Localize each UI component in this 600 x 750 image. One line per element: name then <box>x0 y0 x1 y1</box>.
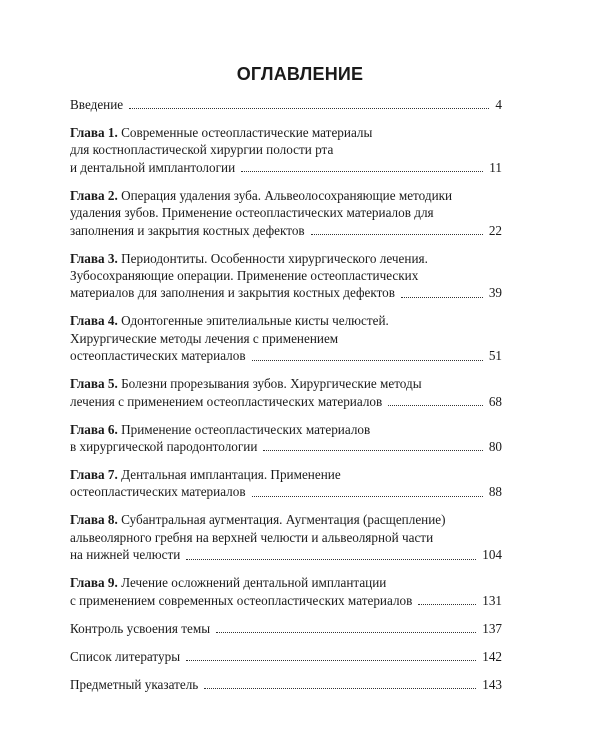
entry-title-line: остеопластических материалов <box>70 348 246 364</box>
toc-entry[interactable] <box>70 375 502 410</box>
chapter-label: Глава 6. <box>70 421 118 437</box>
entry-title-line: с применением современных остеопластических материалов <box>70 592 413 608</box>
toc-entry[interactable] <box>70 574 502 609</box>
entry-title-line: альвеолярного гребня на верхней челюсти и альвеолярной части <box>70 529 434 545</box>
toc-entry[interactable] <box>70 511 502 563</box>
page-number: 143 <box>482 676 502 692</box>
entry-title-line: для костнопластической хирургии полости рта <box>70 142 334 158</box>
page-number: 131 <box>482 592 502 608</box>
dot-leader <box>204 687 476 689</box>
toc-entry[interactable] <box>70 250 502 302</box>
page-number: 68 <box>488 393 502 409</box>
entry-title-line: остеопластических материалов <box>70 484 246 500</box>
dot-leader <box>263 449 482 451</box>
entry-title-line: удаления зубов. Применение остеопластических материалов для <box>70 205 434 221</box>
entry-title-line: и дентальной имплантологии <box>70 159 236 175</box>
page-number: 88 <box>488 484 502 500</box>
dot-leader <box>216 631 476 633</box>
entry-title-line: Лечение осложнений дентальной имплантации <box>121 575 387 591</box>
entry-title-line: Зубосохраняющие операции. Применение остеопластических <box>70 268 419 284</box>
chapter-label: Глава 2. <box>70 187 118 203</box>
entry-title-line: Операция удаления зуба. Альвеолосохраняющие методики <box>121 187 453 203</box>
table-of-contents <box>70 96 502 704</box>
toc-entry[interactable] <box>70 421 502 456</box>
dot-leader <box>388 404 483 406</box>
page-number: 11 <box>489 159 502 175</box>
chapter-label: Глава 3. <box>70 250 118 266</box>
toc-entry[interactable] <box>70 312 502 364</box>
chapter-label: Глава 8. <box>70 512 118 528</box>
toc-entry[interactable] <box>70 676 502 693</box>
entry-title-line: Периодонтиты. Особенности хирургического лечения. <box>121 250 428 266</box>
entry-title-line: Одонтогенные эпителиальные кисты челюстей. <box>121 313 389 329</box>
dot-leader <box>241 170 483 172</box>
entry-title-line: на нижней челюсти <box>70 547 181 563</box>
entry-title-line: Введение <box>70 97 124 112</box>
dot-leader <box>129 107 489 109</box>
entry-title-line: лечения с применением остеопластических материалов <box>70 393 383 409</box>
toc-entry[interactable] <box>70 466 502 501</box>
entry-title-line: Субантральная аугментация. Аугментация (расщепление) <box>121 512 446 528</box>
dot-leader <box>252 359 483 361</box>
toc-entry[interactable] <box>70 96 502 113</box>
page-number: 142 <box>482 648 502 664</box>
toc-entry[interactable] <box>70 620 502 637</box>
chapter-label: Глава 5. <box>70 376 118 392</box>
page-title: ОГЛАВЛЕНИЕ <box>236 64 364 84</box>
entry-title-line: материалов для заполнения и закрытия костных дефектов <box>70 285 395 301</box>
page-number: 22 <box>488 222 502 238</box>
toc-entry[interactable] <box>70 648 502 665</box>
dot-leader <box>401 296 483 298</box>
page-number: 104 <box>482 547 502 563</box>
chapter-label: Глава 4. <box>70 313 118 329</box>
chapter-label: Глава 7. <box>70 467 118 483</box>
toc-entry[interactable] <box>70 187 502 239</box>
page-number: 4 <box>495 97 502 112</box>
entry-title-line: Применение остеопластических материалов <box>121 421 371 437</box>
chapter-label: Глава 1. <box>70 125 118 140</box>
page-number: 51 <box>488 348 502 364</box>
entry-title-line: заполнения и закрытия костных дефектов <box>70 222 305 238</box>
page-number: 80 <box>488 439 502 455</box>
toc-entry[interactable] <box>70 124 502 176</box>
entry-title-line: Список литературы <box>70 648 181 664</box>
chapter-label: Глава 9. <box>70 575 118 591</box>
entry-title-line: Предметный указатель <box>70 676 199 692</box>
entry-title-line: Дентальная имплантация. Применение <box>121 467 341 483</box>
entry-title-line: в хирургической пародонтологии <box>70 439 258 455</box>
page-number: 39 <box>488 285 502 301</box>
dot-leader <box>311 233 483 235</box>
dot-leader <box>252 495 483 497</box>
entry-title-line: Хирургические методы лечения с применением <box>70 330 339 346</box>
entry-title-line: Контроль усвоения темы <box>70 620 211 636</box>
dot-leader <box>186 558 476 560</box>
dot-leader <box>186 659 476 661</box>
entry-title-line: Болезни прорезывания зубов. Хирургические методы <box>121 376 422 392</box>
page-number: 137 <box>482 620 502 636</box>
dot-leader <box>418 603 476 605</box>
entry-title-line: Современные остеопластические материалы <box>121 125 373 140</box>
